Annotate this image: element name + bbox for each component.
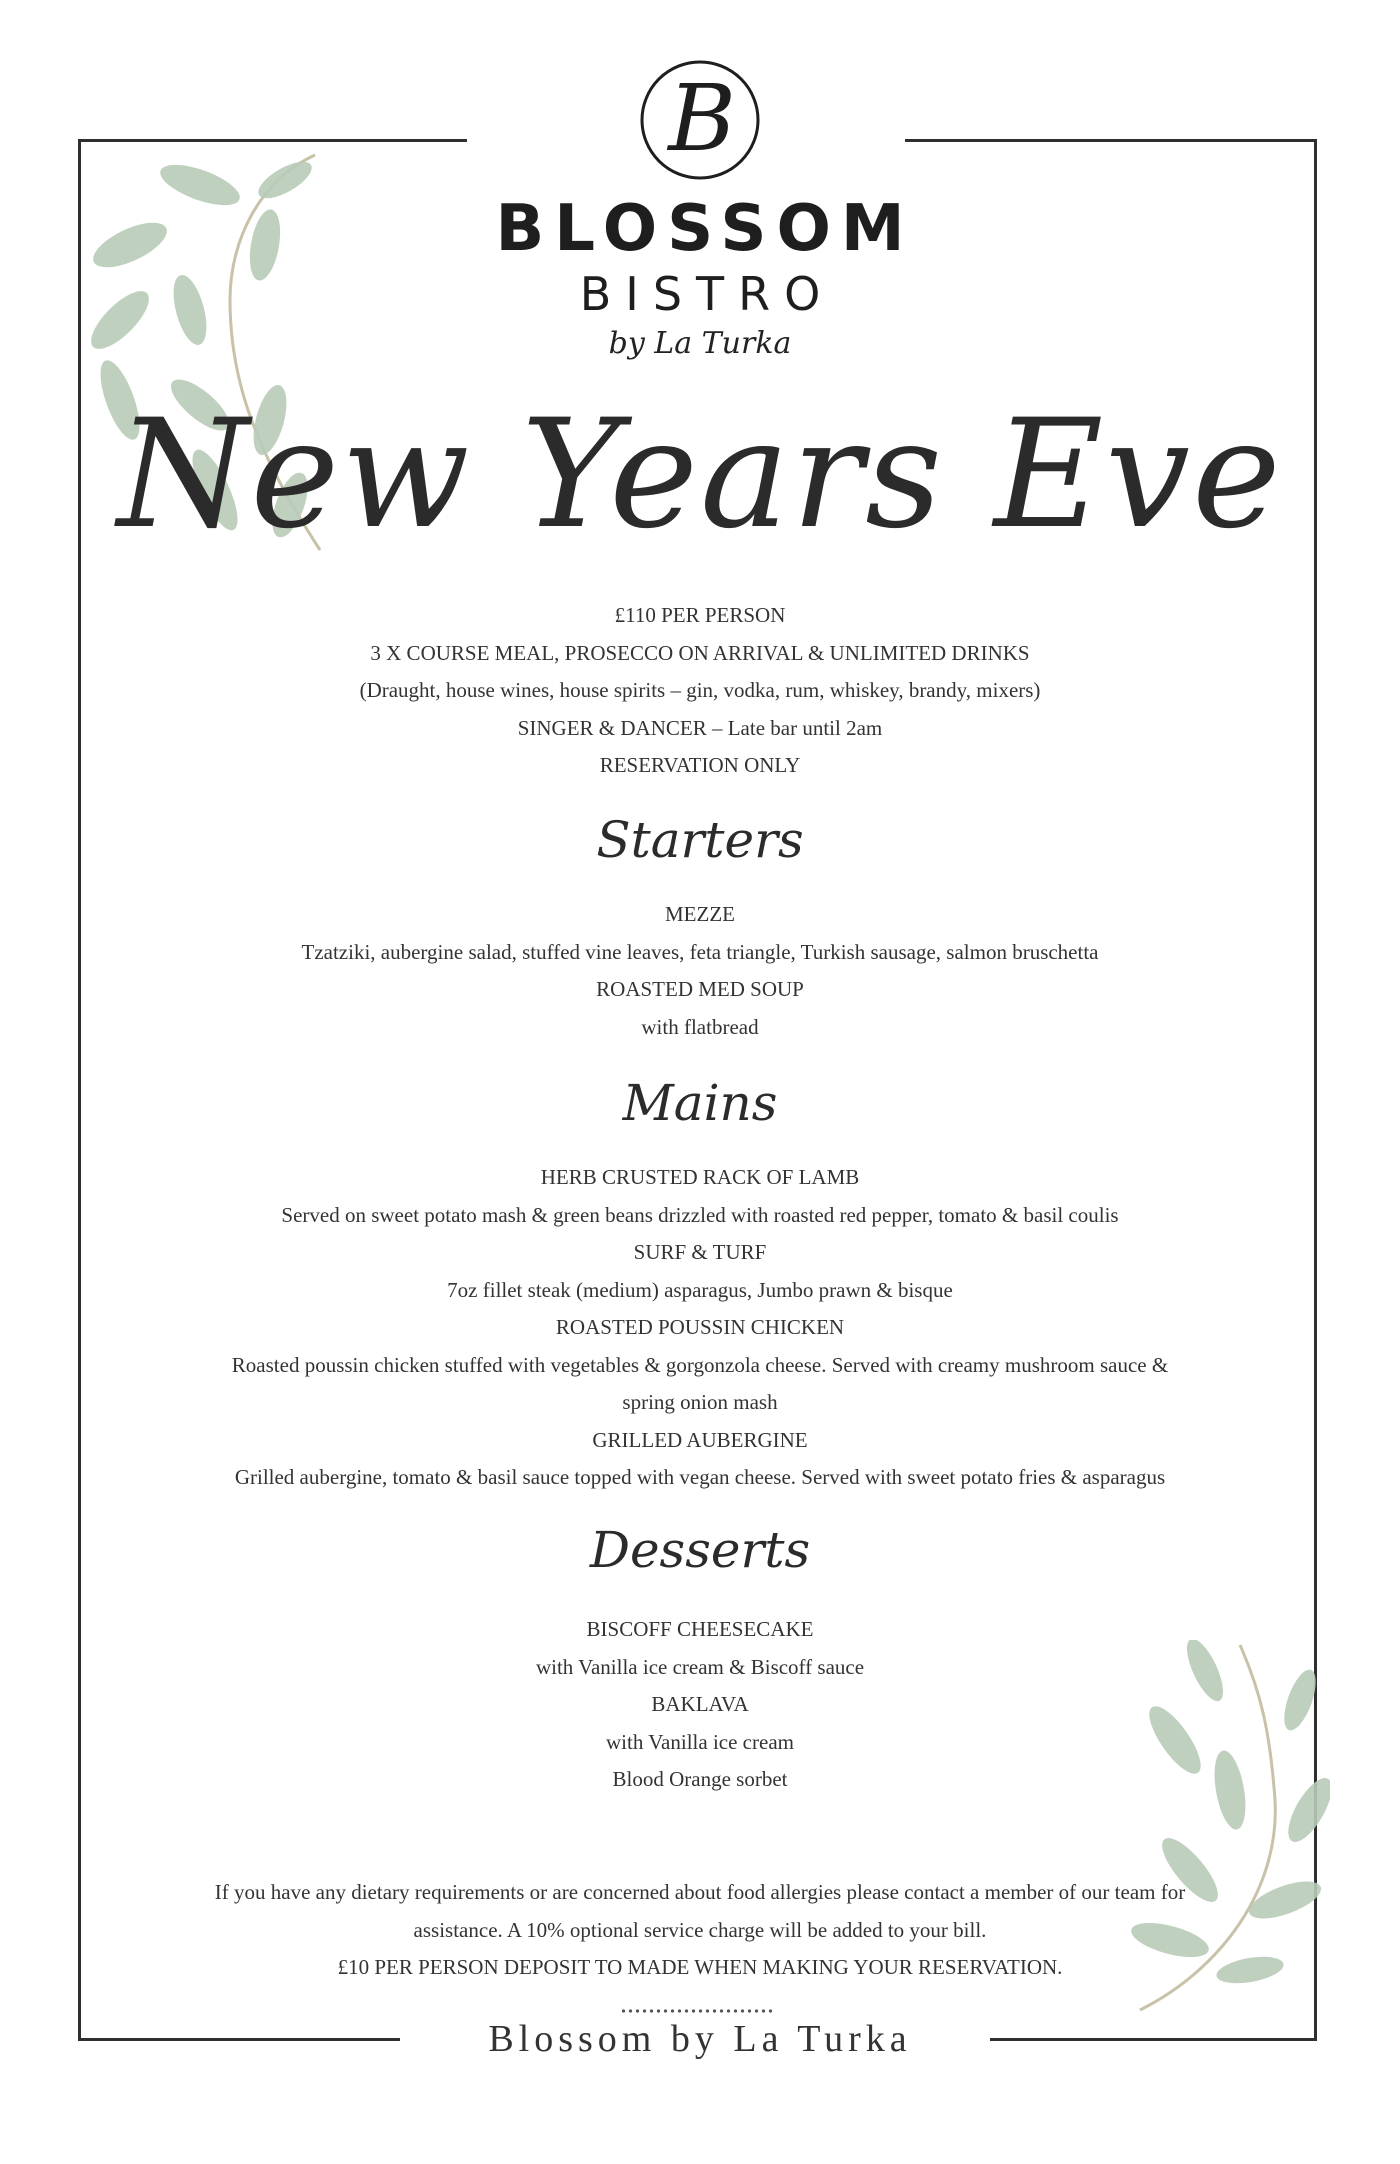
starters-items — [0, 896, 1400, 1046]
menu-item-description: with flatbread — [641, 1014, 759, 1039]
desserts-heading: Desserts — [589, 1521, 811, 1579]
page-title: New Years Eve — [117, 388, 1283, 562]
menu-item-description: spring onion mash — [622, 1390, 778, 1414]
allergy-note: If you have any dietary requirements or are concerned about food allergies please contact a member of our team for — [214, 1880, 1186, 1904]
brand-tagline: by La Turka — [608, 326, 792, 361]
deposit-note: £10 PER PERSON DEPOSIT TO MADE WHEN MAKING YOUR RESERVATION. — [337, 1955, 1063, 1979]
menu-item-description: with Vanilla ice cream & Biscoff sauce — [535, 1654, 865, 1679]
monogram-letter: B — [668, 65, 736, 172]
brand-name-primary: BLOSSOM — [495, 192, 915, 266]
footer-signature: Blossom by La Turka — [488, 2018, 912, 2060]
menu-item-name: ROASTED POUSSIN CHICKEN — [555, 1315, 845, 1339]
footer-note — [100, 1874, 1300, 1987]
desserts-section — [0, 1515, 1400, 1585]
menu-item-name: Blood Orange sorbet — [612, 1767, 788, 1791]
menu-item-description: with Vanilla ice cream — [606, 1729, 794, 1754]
mains-heading: Mains — [622, 1074, 778, 1132]
mains-section — [0, 1068, 1400, 1138]
menu-item-name: ROASTED MED SOUP — [596, 977, 804, 1001]
brand-name-secondary: BISTRO — [579, 267, 835, 321]
service-charge-note: assistance. A 10% optional service charge will be added to your bill. — [413, 1917, 987, 1942]
info-entertainment: SINGER & DANCER – Late bar until 2am — [517, 715, 883, 740]
monogram-logo-icon — [638, 58, 762, 182]
menu-item-name: HERB CRUSTED RACK OF LAMB — [540, 1165, 860, 1189]
menu-item-name: BAKLAVA — [651, 1692, 749, 1716]
brand-logo — [0, 58, 1400, 364]
menu-item-description: Served on sweet potato mash & green beans drizzled with roasted red pepper, tomato & basil coulis — [281, 1202, 1119, 1227]
menu-item-name: SURF & TURF — [633, 1240, 767, 1264]
info-drinks: (Draught, house wines, house spirits – gin, vodka, rum, whiskey, brandy, mixers) — [359, 678, 1041, 702]
info-price: £110 PER PERSON — [614, 603, 786, 627]
info-package: 3 X COURSE MEAL, PROSECCO ON ARRIVAL & UNLIMITED DRINKS — [370, 640, 1030, 665]
starters-section — [0, 805, 1400, 875]
menu-item-description: Tzatziki, aubergine salad, stuffed vine leaves, feta triangle, Turkish sausage, salmon bruschetta — [301, 939, 1099, 964]
desserts-items — [0, 1611, 1400, 1799]
menu-item-description: 7oz fillet steak (medium) asparagus, Jumbo prawn & bisque — [447, 1277, 953, 1302]
menu-item-name: GRILLED AUBERGINE — [592, 1427, 808, 1452]
dotted-divider — [620, 2008, 774, 2014]
menu-item-name: BISCOFF CHEESECAKE — [586, 1617, 814, 1641]
starters-heading: Starters — [596, 811, 804, 869]
info-block — [0, 597, 1400, 785]
menu-item-description: Grilled aubergine, tomato & basil sauce topped with vegan cheese. Served with sweet potato fries & asparagus — [234, 1465, 1166, 1489]
mains-items — [0, 1159, 1400, 1497]
menu-item-description: Roasted poussin chicken stuffed with vegetables & gorgonzola cheese. Served with creamy mushroom sauce & — [231, 1352, 1169, 1377]
info-reservation: RESERVATION ONLY — [599, 753, 801, 777]
menu-item-name: MEZZE — [665, 902, 735, 926]
